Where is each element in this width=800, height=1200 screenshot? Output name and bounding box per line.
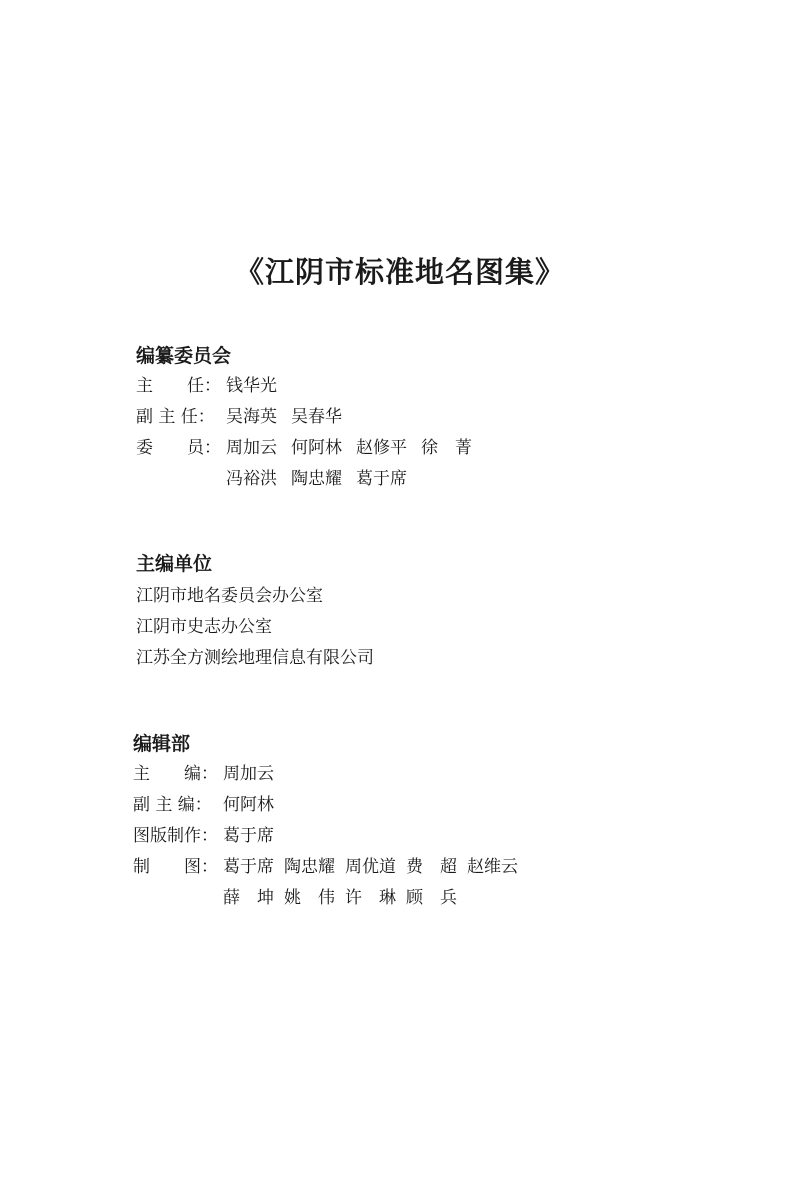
name-list <box>226 469 421 489</box>
person-name: 吴春华 <box>291 407 342 427</box>
person-name: 何阿林 <box>223 795 274 815</box>
editors-unit-heading: 主编单位 <box>136 553 213 575</box>
person-name: 顾 兵 <box>406 888 457 908</box>
person-name: 周加云 <box>223 764 274 784</box>
role-label: 副 主 任： <box>136 407 215 427</box>
person-name: 葛于席 <box>356 469 407 489</box>
person-name: 赵维云 <box>467 857 518 877</box>
role-label: 图版制作： <box>133 826 218 846</box>
person-name: 陶忠耀 <box>291 469 342 489</box>
page-title: 《江阴市标准地名图集》 <box>234 255 565 289</box>
person-name: 葛于席 <box>223 826 274 846</box>
editorial-row <box>133 855 528 879</box>
name-list <box>226 376 291 396</box>
committee-row <box>136 436 486 460</box>
person-name: 赵修平 <box>356 438 407 458</box>
person-name: 费 超 <box>406 857 457 877</box>
person-name: 钱华光 <box>226 376 277 396</box>
name-list <box>223 888 467 908</box>
person-name: 薛 坤 <box>223 888 274 908</box>
editorial-row <box>133 824 284 848</box>
name-list <box>223 826 284 846</box>
committee-row <box>136 374 291 398</box>
name-list <box>226 407 356 427</box>
editorial-row <box>133 762 284 786</box>
name-list <box>223 795 284 815</box>
editorial-row <box>133 886 467 910</box>
editorial-row <box>133 793 284 817</box>
person-name: 冯裕洪 <box>226 469 277 489</box>
role-label: 主 编： <box>133 764 218 784</box>
role-label: 主 任： <box>136 376 221 396</box>
person-name: 周加云 <box>226 438 277 458</box>
name-list <box>223 764 284 784</box>
role-label: 制 图： <box>133 857 218 877</box>
role-label: 委 员： <box>136 438 221 458</box>
unit-item: 江阴市史志办公室 <box>136 617 272 637</box>
role-label: 副 主 编： <box>133 795 212 815</box>
person-name: 周优道 <box>345 857 396 877</box>
person-name: 葛于席 <box>223 857 274 877</box>
committee-heading: 编纂委员会 <box>136 345 232 367</box>
person-name: 姚 伟 <box>284 888 335 908</box>
name-list <box>226 438 486 458</box>
committee-row <box>136 405 356 429</box>
person-name: 吴海英 <box>226 407 277 427</box>
person-name: 陶忠耀 <box>284 857 335 877</box>
person-name: 许 琳 <box>345 888 396 908</box>
unit-item: 江苏全方测绘地理信息有限公司 <box>136 648 374 668</box>
committee-row <box>136 467 421 491</box>
person-name: 徐 菁 <box>421 438 472 458</box>
name-list <box>223 857 528 877</box>
unit-item: 江阴市地名委员会办公室 <box>136 586 323 606</box>
person-name: 何阿林 <box>291 438 342 458</box>
editorial-heading: 编辑部 <box>133 733 191 755</box>
